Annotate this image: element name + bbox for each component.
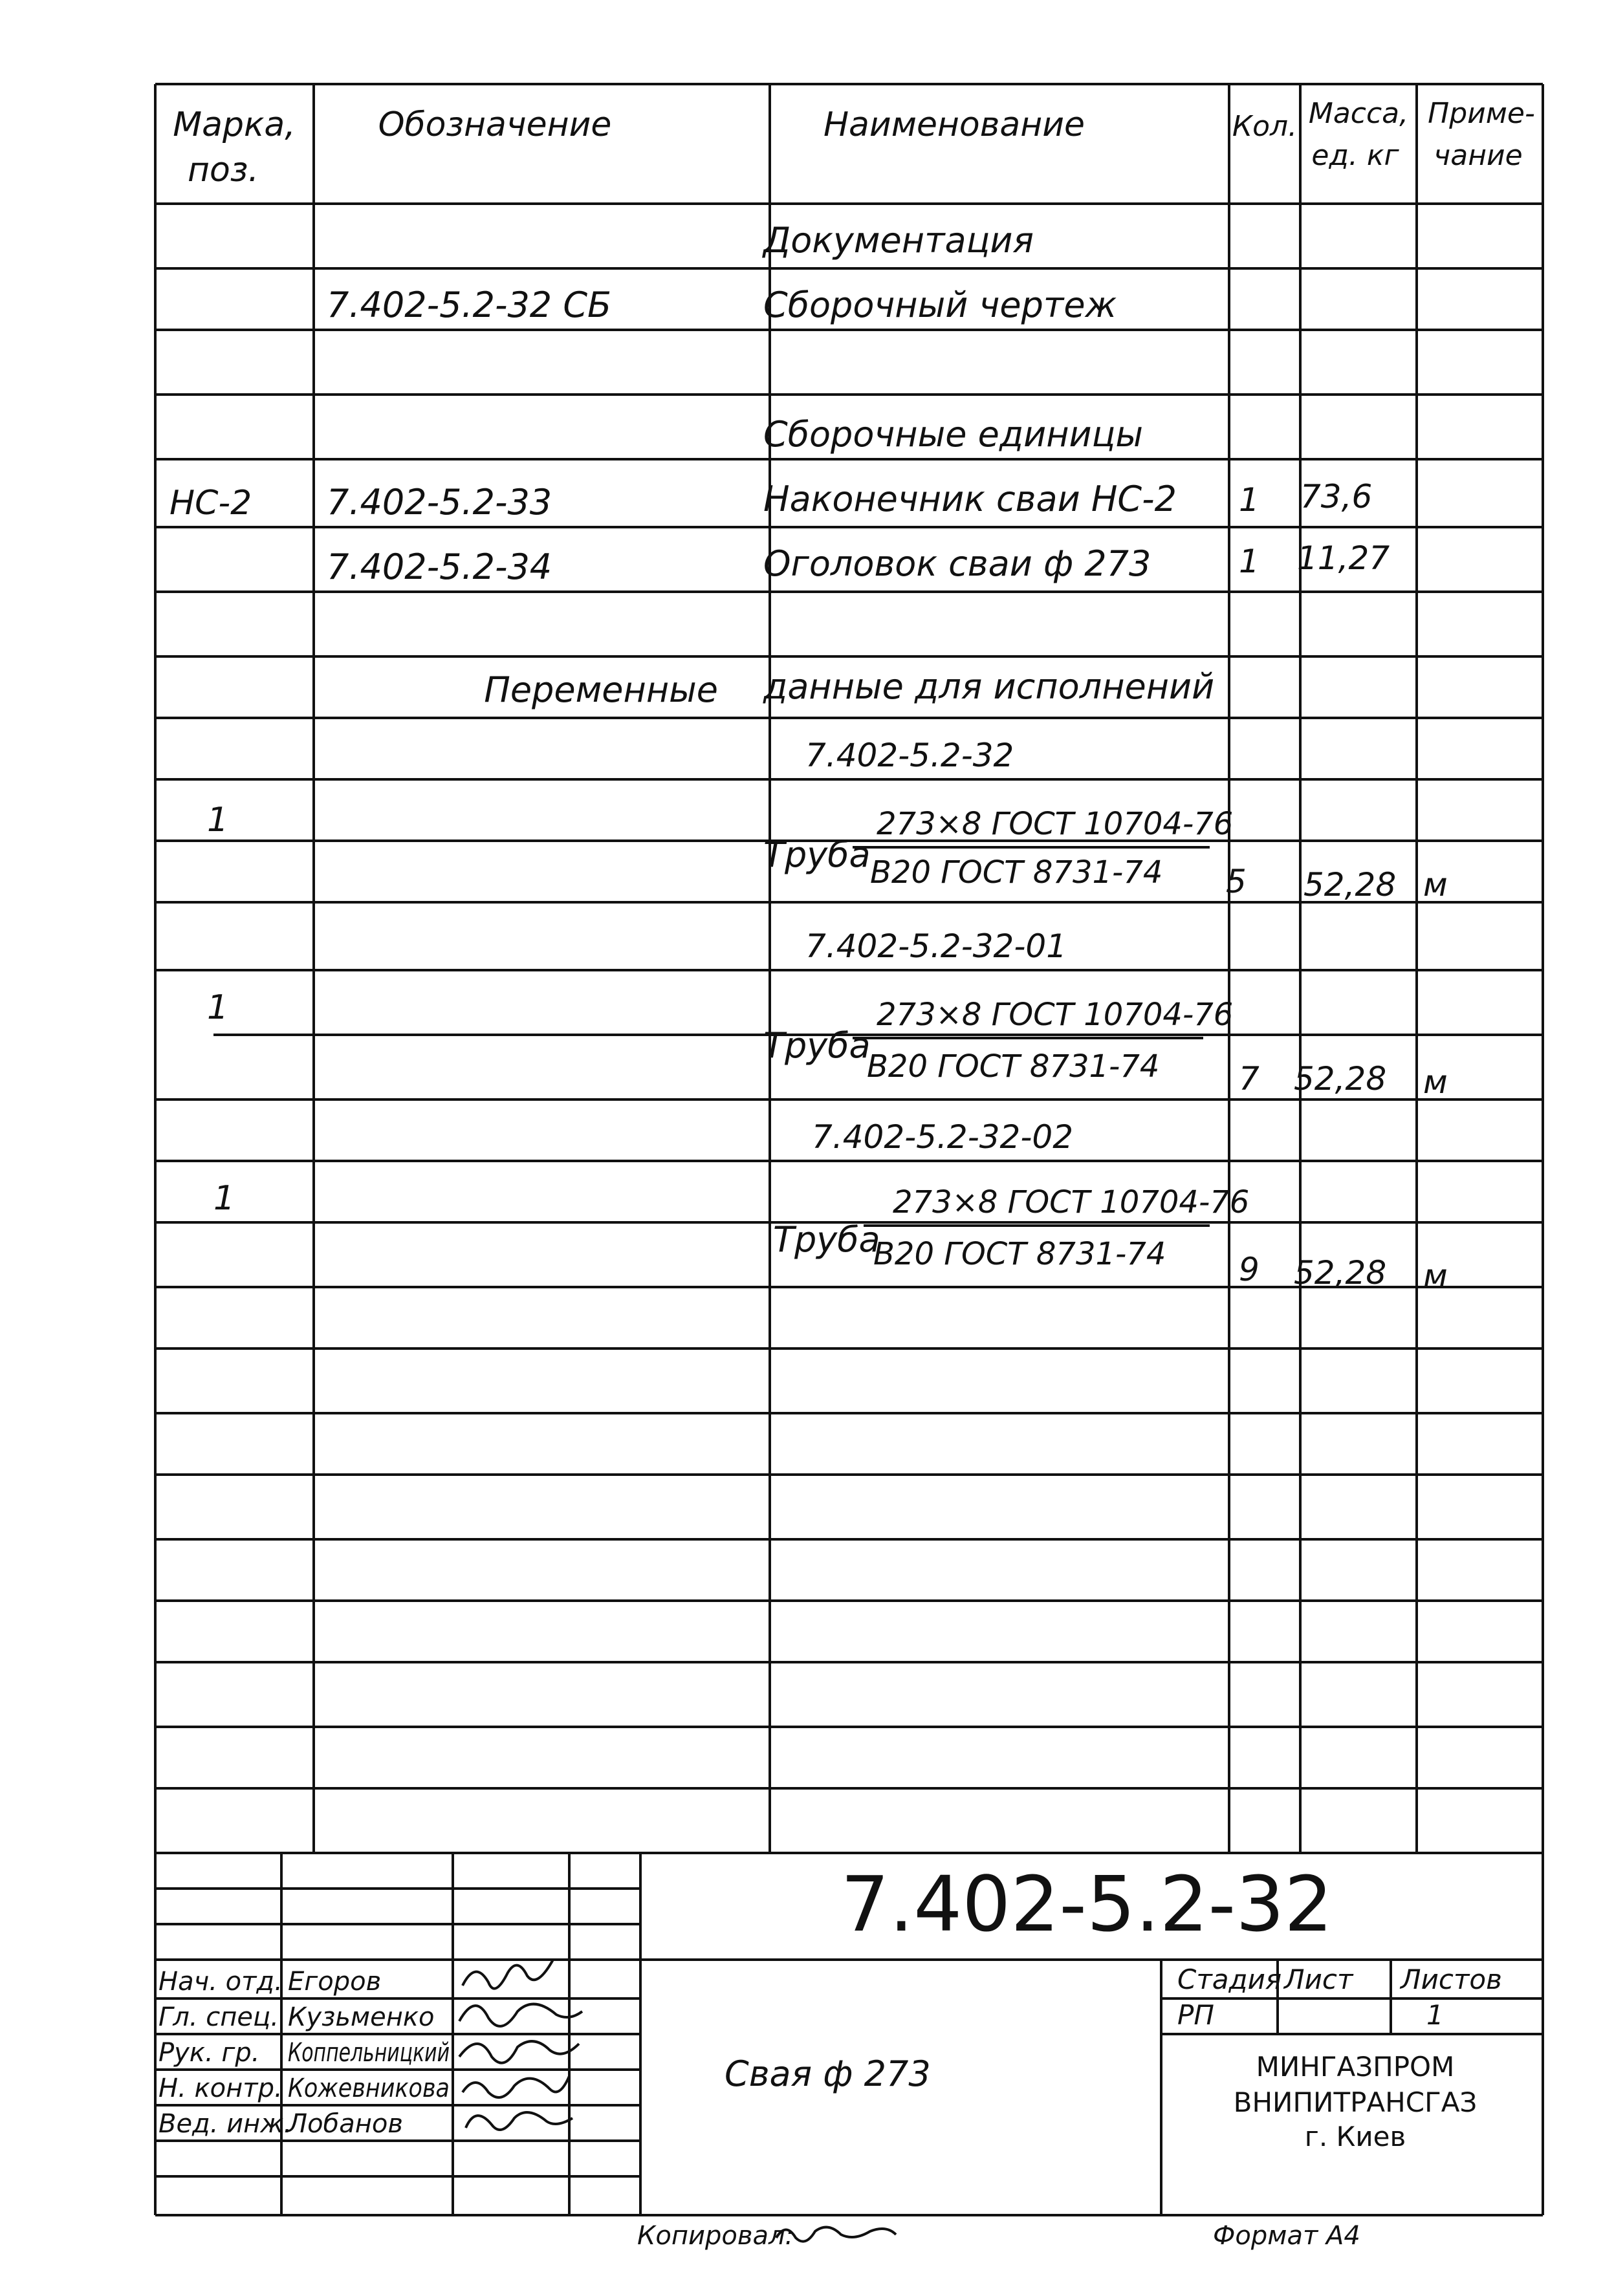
copied-by-label: Копировал:: [637, 2221, 794, 2251]
stage-value: РП: [1177, 1999, 1214, 2031]
row-qty: 1: [1239, 543, 1260, 580]
row-designation: 7.402-5.2-33: [327, 482, 552, 523]
variant-denominator: В20 ГОСТ 8731-74: [867, 1048, 1160, 1085]
variant-pos: 1: [213, 1179, 235, 1218]
handwritten-signature: [466, 2112, 573, 2130]
sheet-label: Лист: [1284, 1964, 1353, 1995]
variant-item: Труба: [763, 1025, 871, 1066]
format-label: Формат А4: [1213, 2221, 1360, 2251]
variant-block: [213, 1118, 1448, 1295]
header-mark-line1: Марка,: [173, 105, 296, 144]
variant-qty: 5: [1226, 863, 1247, 900]
variant-pos: 1: [207, 988, 229, 1027]
org-line3: г. Киев: [1304, 2121, 1406, 2152]
variant-mass: 52,28: [1294, 1060, 1387, 1098]
header-qty: Кол.: [1232, 110, 1298, 143]
variant-pos: 1: [207, 801, 229, 839]
row-qty: 1: [1239, 481, 1260, 519]
handwritten-signature: [459, 2004, 582, 2026]
section-assemblies: Сборочные единицы: [763, 414, 1144, 455]
signature-role: Н. контр.: [158, 2074, 283, 2103]
handwritten-signature: [463, 1960, 553, 1989]
header-note-line1: Приме-: [1428, 97, 1535, 130]
table-header: [173, 97, 1535, 190]
signature-role: Нач. отд.: [158, 1967, 283, 1997]
variant-block: [207, 737, 1448, 904]
drawing-title: Свая ф 273: [725, 2053, 931, 2094]
variant-item: Труба: [763, 834, 871, 875]
header-mass-line2: ед. кг: [1311, 139, 1399, 172]
variant-numerator: 273×8 ГОСТ 10704-76: [893, 1184, 1250, 1220]
variant-code: 7.402-5.2-32-02: [812, 1118, 1074, 1156]
row-pos: НС-2: [169, 484, 252, 523]
variant-mass: 52,28: [1303, 866, 1397, 904]
row-name: Наконечник сваи НС-2: [763, 479, 1177, 519]
variant-qty: 9: [1239, 1251, 1260, 1288]
title-block: [158, 1859, 1502, 2152]
handwritten-signature: [463, 2076, 569, 2097]
variant-code: 7.402-5.2-32: [805, 737, 1014, 774]
row-name: Сборочный чертеж: [763, 285, 1117, 325]
spec-rows: [169, 220, 1390, 710]
spec-column-lines: [314, 84, 1417, 1853]
handwritten-signature: [459, 2041, 579, 2063]
variant-note: м: [1423, 866, 1448, 904]
row-mass: 73,6: [1300, 478, 1373, 515]
row-mass: 11,27: [1297, 539, 1390, 577]
variant-code: 7.402-5.2-32-01: [805, 927, 1067, 965]
org-line2: ВНИПИТРАНСГАЗ: [1233, 2086, 1478, 2118]
signature-name: Кузьменко: [288, 2002, 435, 2032]
variant-denominator: В20 ГОСТ 8731-74: [873, 1236, 1166, 1272]
variant-note: м: [1423, 1257, 1448, 1295]
section-documentation: Документация: [763, 220, 1034, 261]
header-designation: Обозначение: [378, 105, 612, 144]
variable-section-left: Переменные: [484, 669, 718, 710]
header-note-line2: чание: [1434, 139, 1523, 172]
signature-name: Коппельницкий: [288, 2038, 450, 2068]
row-designation: 7.402-5.2-34: [327, 547, 552, 587]
header-mass-line1: Масса,: [1308, 97, 1409, 130]
header-name: Наименование: [823, 105, 1085, 144]
org-line1: МИНГАЗПРОМ: [1256, 2051, 1455, 2083]
signature-name: Егоров: [288, 1967, 382, 1997]
copied-by-signature: [776, 2227, 896, 2242]
variant-item: Труба: [773, 1219, 880, 1260]
header-mark-line2: поз.: [188, 151, 259, 190]
variant-qty: 7: [1239, 1060, 1260, 1098]
doc-number: 7.402-5.2-32: [840, 1859, 1333, 1949]
row-name: Оголовок сваи ф 273: [763, 543, 1151, 584]
variant-numerator: 273×8 ГОСТ 10704-76: [877, 997, 1234, 1033]
signature-role: Гл. спец.: [158, 2002, 279, 2032]
signature-role: Рук. гр.: [158, 2038, 260, 2068]
footer: [637, 2221, 1360, 2251]
signature-role: Вед. инж.: [158, 2109, 292, 2139]
row-designation: 7.402-5.2-32 СБ: [327, 285, 612, 325]
variant-block: [207, 927, 1448, 1101]
variant-denominator: В20 ГОСТ 8731-74: [870, 854, 1163, 891]
signature-name: Кожевникова: [288, 2074, 450, 2103]
variant-numerator: 273×8 ГОСТ 10704-76: [877, 806, 1234, 842]
signature-name: Лобанов: [288, 2109, 403, 2139]
sheets-value: 1: [1426, 1999, 1444, 2031]
sheets-label: Листов: [1401, 1964, 1502, 1995]
variant-mass: 52,28: [1294, 1254, 1387, 1292]
stage-label: Стадия: [1177, 1964, 1282, 1995]
variable-section-right: данные для исполнений: [763, 666, 1215, 707]
variant-note: м: [1423, 1063, 1448, 1101]
